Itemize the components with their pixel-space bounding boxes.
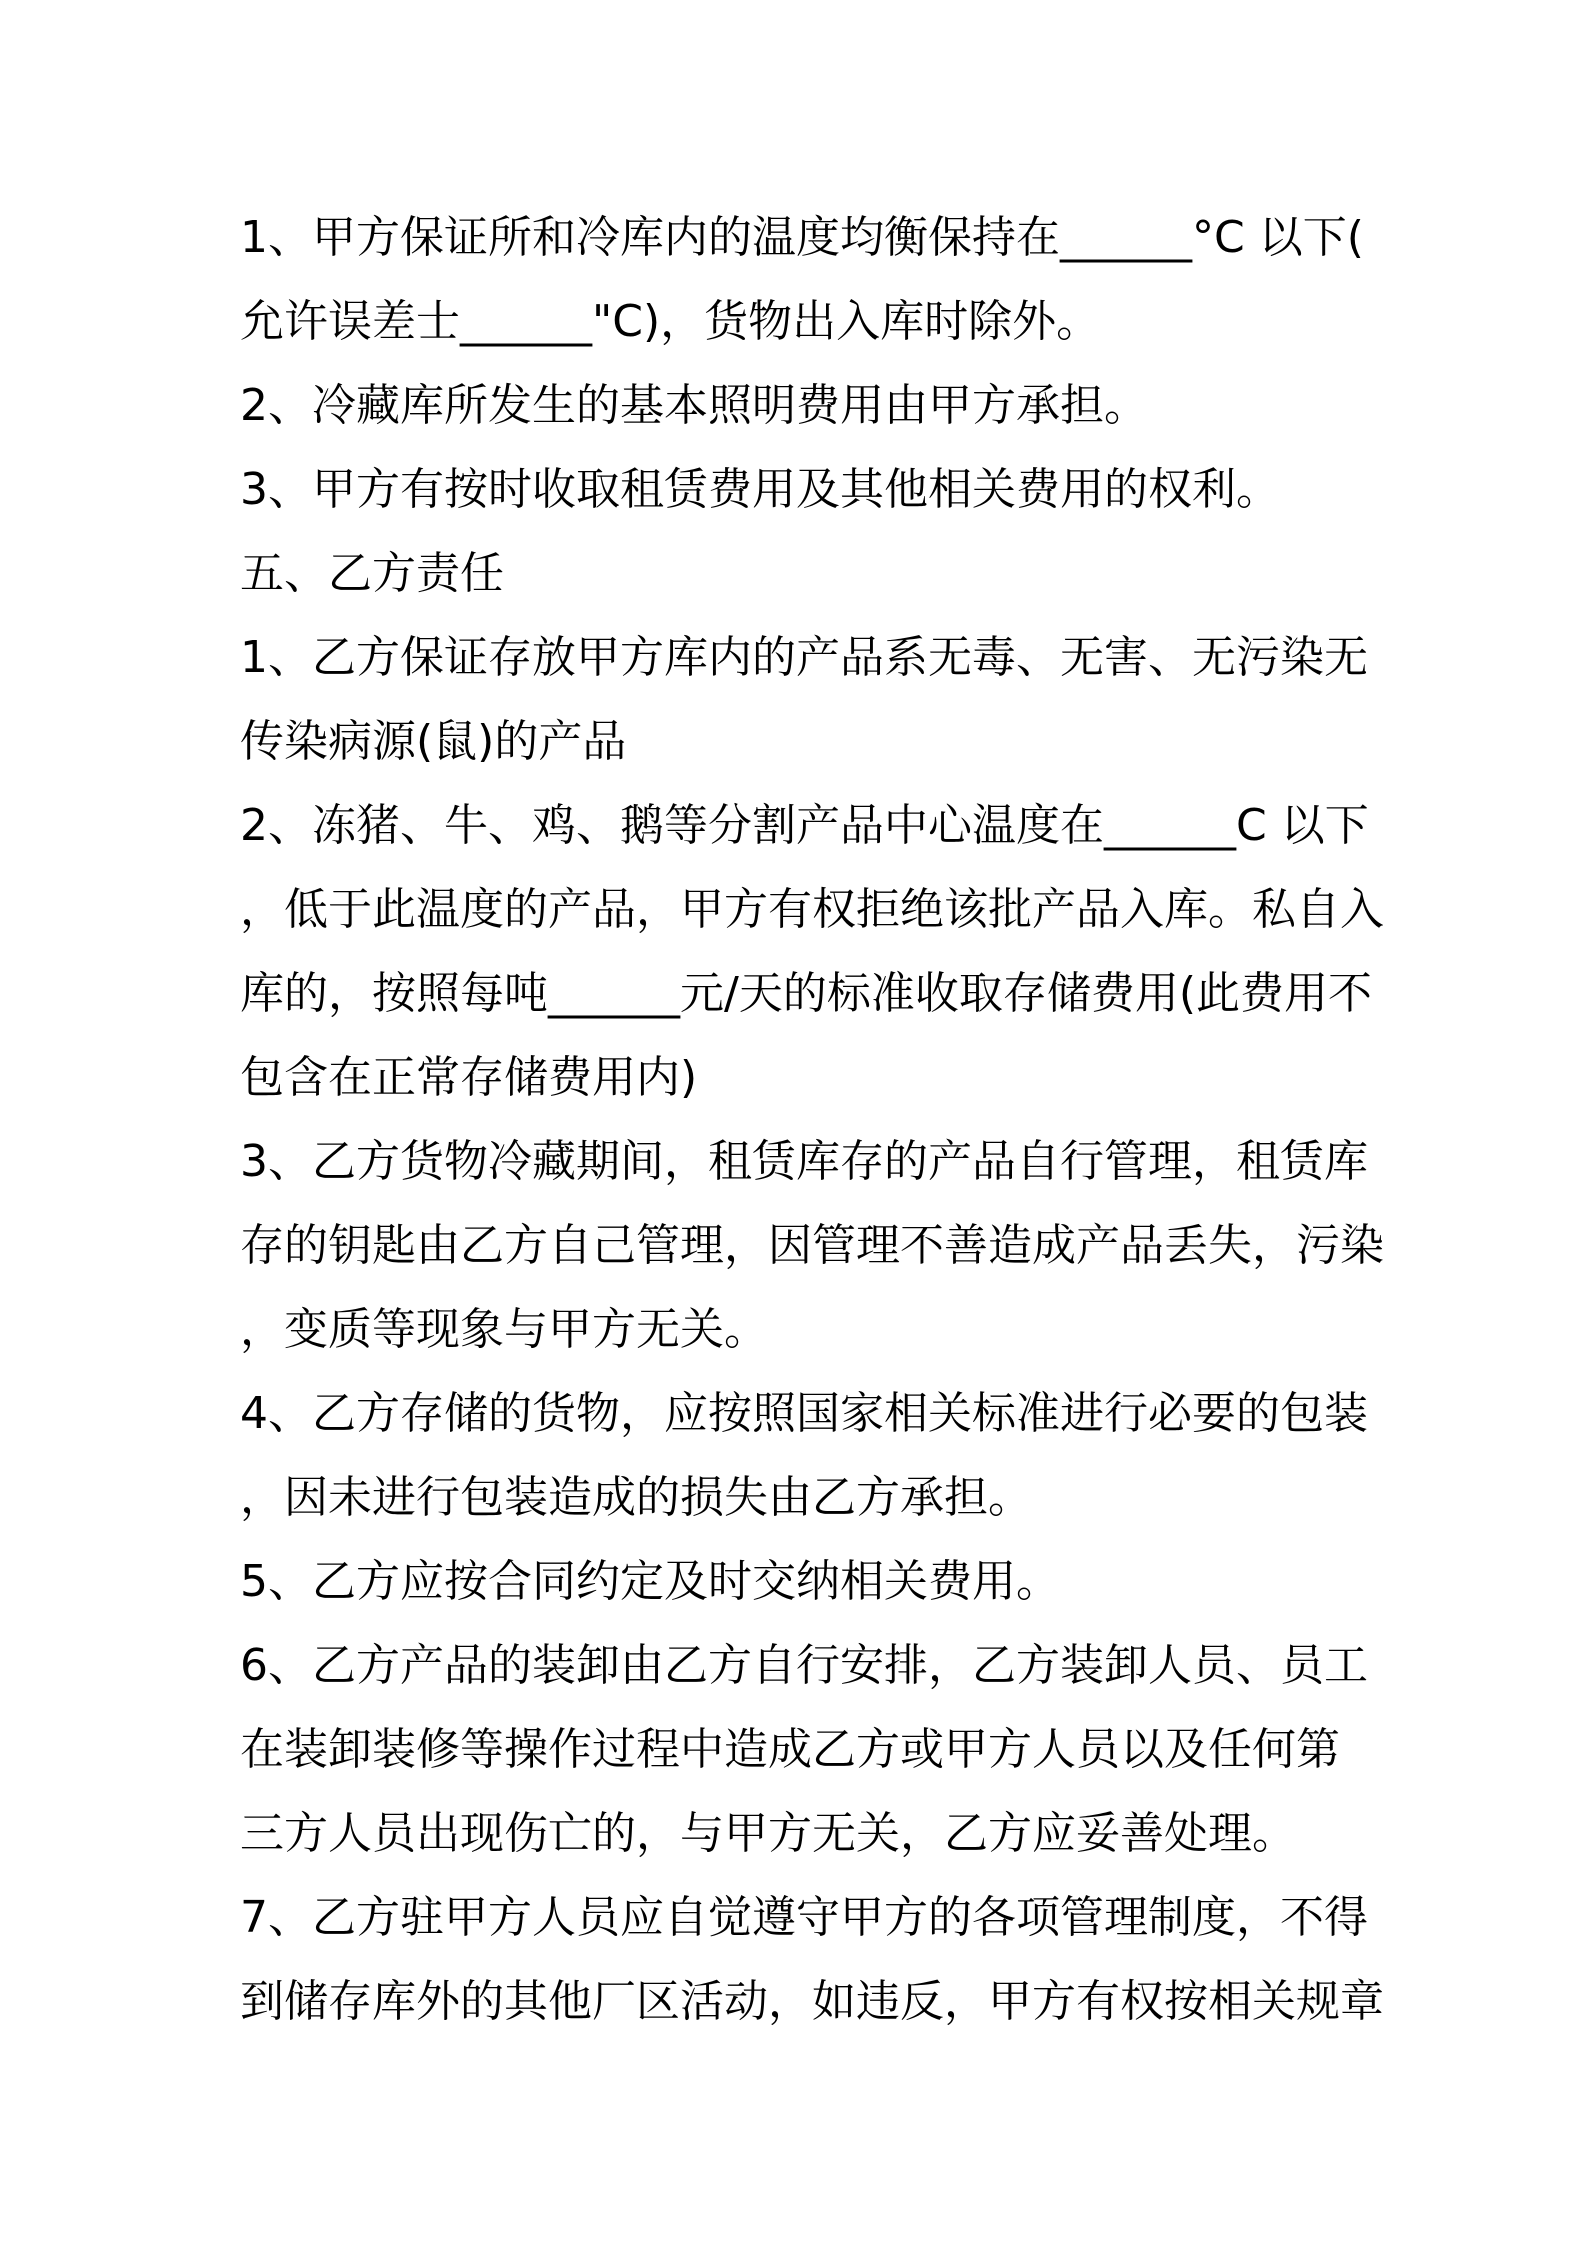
text-line: 传染病源(鼠)的产品	[240, 716, 627, 767]
text-line: 2、冻猪、牛、鸡、鹅等分割产品中心温度在______C 以下	[240, 800, 1369, 851]
text-line: 7、乙方驻甲方人员应自觉遵守甲方的各项管理制度，不得	[240, 1892, 1368, 1943]
text-line: 在装卸装修等操作过程中造成乙方或甲方人员以及任何第	[240, 1724, 1340, 1775]
text-line: 到储存库外的其他厂区活动，如违反，甲方有权按相关规章	[240, 1976, 1384, 2027]
text-line: 5、乙方应按合同约定及时交纳相关费用。	[240, 1556, 1060, 1607]
text-line: 三方人员出现伤亡的，与甲方无关，乙方应妥善处理。	[240, 1808, 1296, 1859]
text-line: 3、甲方有按时收取租赁费用及其他相关费用的权利。	[240, 464, 1280, 515]
text-line: 包含在正常存储费用内)	[240, 1052, 698, 1103]
text-line: 2、冷藏库所发生的基本照明费用由甲方承担。	[240, 380, 1148, 431]
section-heading: 五、乙方责任	[240, 548, 504, 599]
text-line: ，低于此温度的产品，甲方有权拒绝该批产品入库。私自入	[240, 884, 1384, 935]
text-line: 1、甲方保证所和冷库内的温度均衡保持在______°C 以下(	[240, 212, 1364, 263]
text-line: 3、乙方货物冷藏期间，租赁库存的产品自行管理，租赁库	[240, 1136, 1368, 1187]
text-line: 允许误差士______"C)，货物出入库时除外。	[240, 296, 1101, 347]
text-line: ，变质等现象与甲方无关。	[240, 1304, 768, 1355]
text-line: 6、乙方产品的装卸由乙方自行安排，乙方装卸人员、员工	[240, 1640, 1368, 1691]
text-line: 4、乙方存储的货物，应按照国家相关标准进行必要的包装	[240, 1388, 1368, 1439]
document-body	[240, 196, 1384, 2044]
text-line: 存的钥匙由乙方自己管理，因管理不善造成产品丢失，污染	[240, 1220, 1384, 1271]
text-line: ，因未进行包装造成的损失由乙方承担。	[240, 1472, 1032, 1523]
text-line: 1、乙方保证存放甲方库内的产品系无毒、无害、无污染无	[240, 632, 1368, 683]
text-line: 库的，按照每吨______元/天的标准收取存储费用(此费用不	[240, 968, 1372, 1019]
